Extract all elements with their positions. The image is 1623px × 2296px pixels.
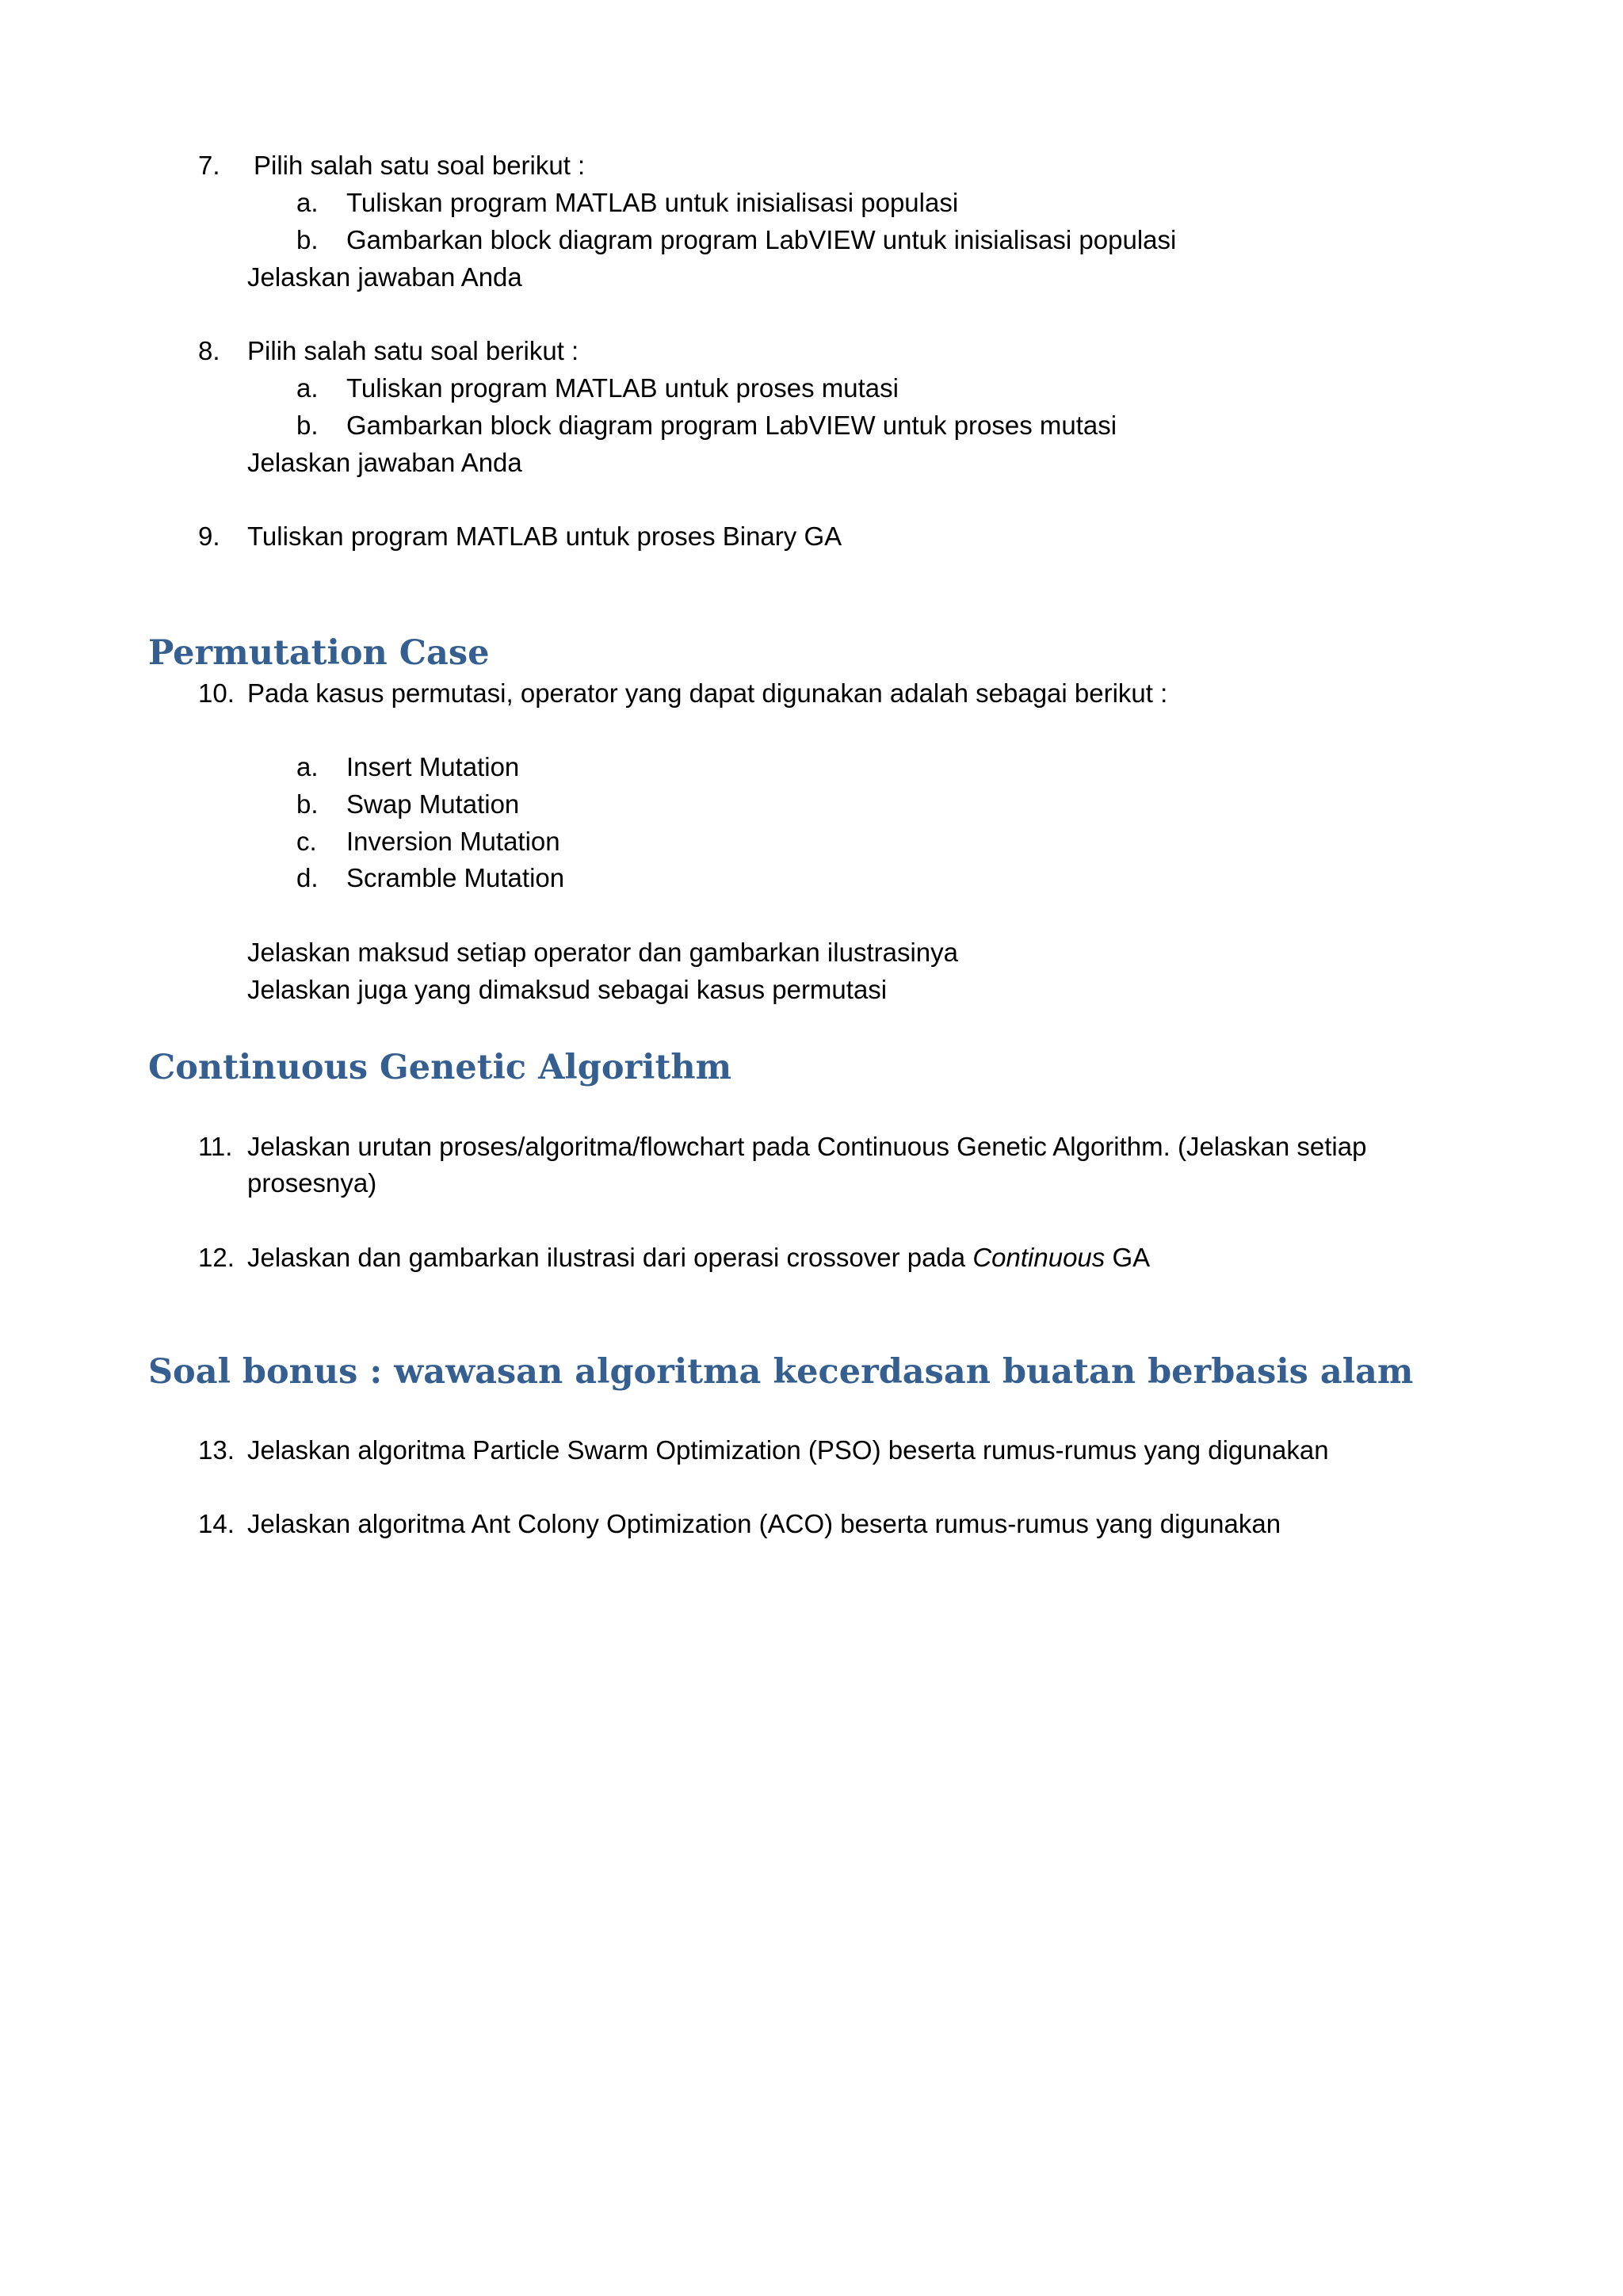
question-text: Pilih salah satu soal berikut : [254, 151, 586, 180]
option-text: Scramble Mutation [346, 863, 565, 892]
option-text: Inversion Mutation [346, 827, 560, 856]
option-letter: b. [296, 789, 319, 819]
question-text: Pada kasus permutasi, operator yang dapat digunakan adalah sebagai berikut : [247, 678, 1168, 708]
question-text [247, 1242, 1150, 1274]
option-letter: b. [296, 411, 319, 440]
question-text-part: GA [1105, 1243, 1151, 1272]
option-letter: a. [296, 188, 319, 217]
question-number: 11. [198, 1132, 233, 1161]
option-letter: a. [296, 752, 319, 781]
option-text: Insert Mutation [346, 752, 520, 781]
question-note: Jelaskan jawaban Anda [247, 262, 522, 292]
question-text-continued: prosesnya) [247, 1168, 377, 1198]
question-text-part: Jelaskan dan gambarkan ilustrasi dari operasi crossover pada [247, 1243, 973, 1272]
question-text: Jelaskan algoritma Particle Swarm Optimization (PSO) beserta rumus-rumus yang digunakan [247, 1435, 1329, 1465]
option-letter: a. [296, 373, 319, 403]
option-text: Swap Mutation [346, 789, 520, 819]
option-letter: d. [296, 863, 319, 892]
question-text: Pilih salah satu soal berikut : [247, 336, 579, 365]
question-number: 7. [198, 151, 220, 180]
question-number: 9. [198, 521, 220, 551]
question-number: 14. [198, 1509, 235, 1538]
question-text: Tuliskan program MATLAB untuk proses Binary GA [247, 521, 842, 551]
option-text: Tuliskan program MATLAB untuk proses mutasi [346, 373, 899, 403]
section-heading-bonus: Soal bonus : wawasan algoritma kecerdasan buatan berbasis alam [148, 1352, 1414, 1392]
option-text: Gambarkan block diagram program LabVIEW untuk inisialisasi populasi [346, 225, 1177, 254]
option-text: Tuliskan program MATLAB untuk inisialisasi populasi [346, 188, 959, 217]
option-letter: c. [296, 827, 317, 856]
question-text-italic: Continuous [972, 1243, 1106, 1272]
section-heading-continuous: Continuous Genetic Algorithm [148, 1048, 732, 1087]
question-text: Jelaskan algoritma Ant Colony Optimization (ACO) beserta rumus-rumus yang digunakan [247, 1509, 1281, 1538]
question-number: 10. [198, 678, 235, 708]
section-heading-permutation: Permutation Case [148, 633, 490, 673]
question-text: Jelaskan urutan proses/algoritma/flowchart pada Continuous Genetic Algorithm. (Jelaskan setiap [247, 1132, 1367, 1161]
question-number: 8. [198, 336, 220, 365]
question-note: Jelaskan juga yang dimaksud sebagai kasus permutasi [247, 975, 888, 1004]
question-note: Jelaskan maksud setiap operator dan gambarkan ilustrasinya [247, 938, 958, 967]
option-letter: b. [296, 225, 319, 254]
question-note: Jelaskan jawaban Anda [247, 448, 522, 477]
option-text: Gambarkan block diagram program LabVIEW untuk proses mutasi [346, 411, 1117, 440]
question-number: 13. [198, 1435, 235, 1465]
question-number: 12. [198, 1243, 235, 1272]
